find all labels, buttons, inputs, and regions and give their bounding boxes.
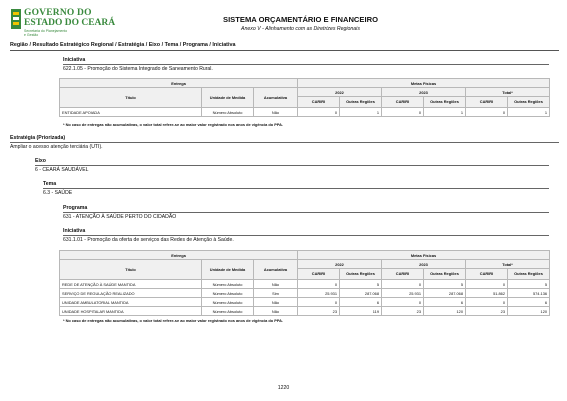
iniciativa-divider-1 [63, 64, 549, 65]
cell-cariri-2022: 0 [298, 280, 340, 289]
cell-acumulativa: Não [254, 298, 298, 307]
cell-outras-2022: 5 [340, 280, 382, 289]
cell-unidade: Número Absoluto [202, 298, 254, 307]
tema-divider [43, 188, 549, 189]
estrategia-divider [10, 142, 559, 143]
year-2022-header: 2022 [298, 88, 382, 97]
titulo-header: Título [60, 88, 202, 108]
outras-header: Outras Regiões [340, 97, 382, 108]
eixo-heading: Eixo [35, 158, 46, 164]
cell-acumulativa: Não [254, 108, 298, 117]
cell-unidade: Número Absoluto [202, 307, 254, 316]
cell-outras-2023: 6 [424, 298, 466, 307]
titulo-header: Título [60, 260, 202, 280]
logo-line-3: Secretaria do Planejamento e Gestão [24, 29, 68, 37]
unidade-header: Unidade de Medida [202, 260, 254, 280]
cell-cariri-2023: 0 [382, 298, 424, 307]
cell-outras-total: 6 [508, 298, 550, 307]
acumulativa-header: Acumulativa [254, 260, 298, 280]
metas-header: Metas Físicas [298, 79, 550, 88]
iniciativa-heading-2: Iniciativa [63, 228, 86, 234]
page-title: SISTEMA ORÇAMENTÁRIO E FINANCEIRO [223, 15, 378, 24]
total-header: Total* [466, 260, 550, 269]
cell-cariri-total: 0 [466, 298, 508, 307]
cariri-header: CARIRI [466, 97, 508, 108]
metas-header: Metas Físicas [298, 251, 550, 260]
cell-outras-total: 574.136 [508, 289, 550, 298]
cell-cariri-2022: 23 [298, 307, 340, 316]
logo-line-1: GOVERNO DO [24, 8, 92, 18]
cell-cariri-total: 51.862 [466, 289, 508, 298]
cariri-header: CARIRI [382, 97, 424, 108]
cell-titulo: UNIDADE HOSPITALAR MANTIDA [60, 307, 202, 316]
year-2023-header: 2023 [382, 260, 466, 269]
unidade-header: Unidade de Medida [202, 88, 254, 108]
outras-header: Outras Regiões [424, 97, 466, 108]
estrategia-text: Ampliar o acesso atenção terciária (UTI). [10, 144, 103, 150]
year-2023-header: 2023 [382, 88, 466, 97]
estrategia-heading: Estratégia (Priorizada) [10, 135, 66, 141]
entregas-table-1 [59, 78, 550, 117]
cell-cariri-total: 0 [466, 280, 508, 289]
eixo-text: 6 - CEARÁ SAUDÁVEL [35, 167, 89, 173]
cell-titulo: SERVIÇO DE REGULAÇÃO REALIZADO [60, 289, 202, 298]
tema-text: 6.3 - SAÚDE [43, 190, 73, 196]
iniciativa-heading-1: Iniciativa [63, 57, 86, 63]
cell-outras-2023: 1 [424, 108, 466, 117]
cell-cariri-2023: 25.931 [382, 289, 424, 298]
eixo-divider [35, 165, 549, 166]
cell-cariri-2023: 23 [382, 307, 424, 316]
page-number: 1220 [277, 385, 290, 391]
year-2022-header: 2022 [298, 260, 382, 269]
cell-acumulativa: Não [254, 307, 298, 316]
cell-outras-2023: 120 [424, 307, 466, 316]
table-footnote-2: * No caso de entregas não acumulativas, o valor total refere-se ao maior valor registrado nos anos de vigência do PPA. [63, 318, 284, 323]
table-row [60, 289, 550, 298]
iniciativa-divider-2 [63, 235, 549, 236]
entregas-table-2 [59, 250, 550, 316]
iniciativa-text-2: 631.1.01 - Promoção da oferta de serviços das Redes de Atenção à Saúde. [63, 237, 234, 243]
cariri-header: CARIRI [298, 97, 340, 108]
iniciativa-text-1: 622.1.05 - Promoção do Sistema Integrado de Saneamento Rural. [63, 66, 213, 72]
cell-outras-2022: 119 [340, 307, 382, 316]
page-subtitle: Anexo V - Alinhamento com as Diretrizes Regionais [241, 26, 360, 32]
table-row [60, 280, 550, 289]
programa-divider [63, 212, 549, 213]
outras-header: Outras Regiões [340, 269, 382, 280]
cell-outras-2022: 6 [340, 298, 382, 307]
cell-titulo: REDE DE ATENÇÃO À SAÚDE MANTIDA [60, 280, 202, 289]
outras-header: Outras Regiões [508, 269, 550, 280]
acumulativa-header: Acumulativa [254, 88, 298, 108]
cell-cariri-2023: 0 [382, 108, 424, 117]
cariri-header: CARIRI [298, 269, 340, 280]
cell-outras-2023: 287.068 [424, 289, 466, 298]
cariri-header: CARIRI [382, 269, 424, 280]
logo-line-2: ESTADO DO CEARÁ [24, 18, 116, 28]
cell-unidade: Número Absoluto [202, 108, 254, 117]
cell-unidade: Número Absoluto [202, 280, 254, 289]
cariri-header: CARIRI [466, 269, 508, 280]
breadcrumb-divider [10, 50, 559, 51]
cell-cariri-total: 0 [466, 108, 508, 117]
cell-outras-2022: 1 [340, 108, 382, 117]
outras-header: Outras Regiões [424, 269, 466, 280]
cell-cariri-total: 23 [466, 307, 508, 316]
table-row [60, 298, 550, 307]
cell-titulo: ENTIDADE APOIADA [60, 108, 202, 117]
cell-cariri-2022: 25.931 [298, 289, 340, 298]
table-footnote-1: * No caso de entregas não acumulativas, o valor total refere-se ao maior valor registrado nos anos de vigência do PPA. [63, 122, 284, 127]
entrega-header: Entrega [60, 79, 298, 88]
cell-cariri-2023: 0 [382, 280, 424, 289]
cell-outras-total: 120 [508, 307, 550, 316]
cell-cariri-2022: 0 [298, 298, 340, 307]
outras-header: Outras Regiões [508, 97, 550, 108]
programa-text: 631 - ATENÇÃO À SAÚDE PERTO DO CIDADÃO [63, 214, 177, 220]
table-row [60, 108, 550, 117]
cell-cariri-2022: 0 [298, 108, 340, 117]
tema-heading: Tema [43, 181, 57, 187]
breadcrumb: Região / Resultado Estratégico Regional / Estratégia / Eixo / Tema / Programa / Iniciativa [10, 42, 236, 48]
cell-outras-total: 1 [508, 108, 550, 117]
cell-unidade: Número Absoluto [202, 289, 254, 298]
entrega-header: Entrega [60, 251, 298, 260]
cell-acumulativa: Não [254, 280, 298, 289]
cell-acumulativa: Sim [254, 289, 298, 298]
cell-titulo: UNIDADE AMBULATORIAL MANTIDA [60, 298, 202, 307]
cell-outras-2022: 287.068 [340, 289, 382, 298]
cell-outras-2023: 5 [424, 280, 466, 289]
table-row [60, 307, 550, 316]
programa-heading: Programa [63, 205, 88, 211]
cell-outras-total: 5 [508, 280, 550, 289]
total-header: Total* [466, 88, 550, 97]
